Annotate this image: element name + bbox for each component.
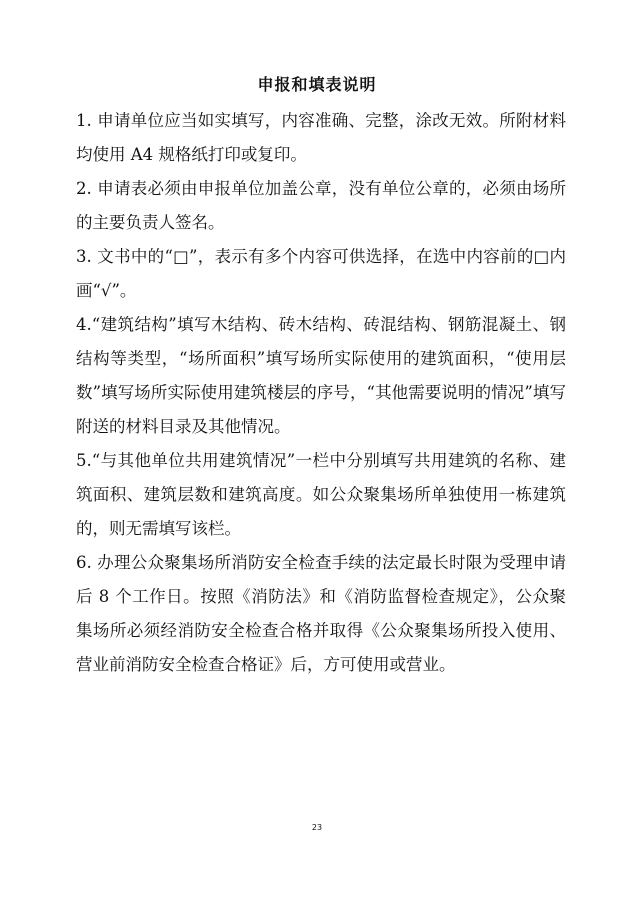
instruction-item-6: 6. 办理公众聚集场所消防安全检查手续的法定最长时限为受理申请后 8 个工作日。按照《消防法》和《消防监督检查规定》，公众聚集场所必须经消防安全检查合格并取得《公众聚集场所投入使用、营业前消防安全检查合格证》后，方可使用或营业。 xyxy=(76,553,566,674)
instruction-item-4: 4.“建筑结构”填写木结构、砖木结构、砖混结构、钢筋混凝土、钢结构等类型，“场所面积”填写场所实际使用的建筑面积，“使用层数”填写场所实际使用建筑楼层的序号，“其他需要说明的情况”填写附送的材料目录及其他情况。 xyxy=(76,315,566,436)
page-title: 申报和填表说明 xyxy=(257,75,377,94)
page-number: 23 xyxy=(311,823,323,832)
instruction-item-5: 5.“与其他单位共用建筑情况”一栏中分别填写共用建筑的名称、建筑面积、建筑层数和建筑高度。如公众聚集场所单独使用一栋建筑的，则无需填写该栏。 xyxy=(76,451,566,538)
instruction-item-2: 2. 申请表必须由申报单位加盖公章，没有单位公章的，必须由场所的主要负责人签名。 xyxy=(76,179,566,232)
instruction-item-3: 3. 文书中的“□”，表示有多个内容可供选择，在选中内容前的□内画“√”。 xyxy=(76,247,566,300)
instructions-body xyxy=(76,104,566,682)
instruction-item-1: 1. 申请单位应当如实填写，内容准确、完整，涂改无效。所附材料均使用 A4 规格纸打印或复印。 xyxy=(76,111,566,164)
